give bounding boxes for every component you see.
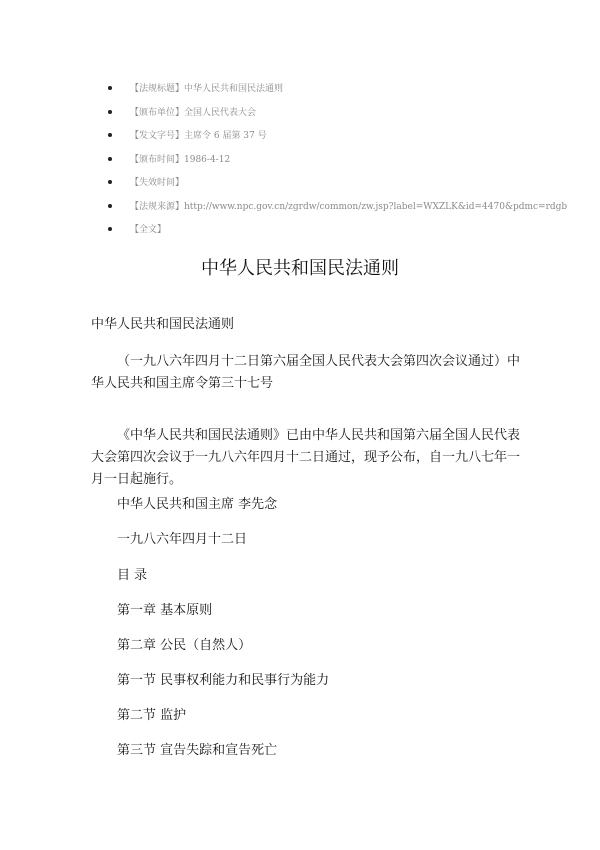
metadata-text: 【颁布单位】全国人民代表大会 <box>130 107 257 118</box>
toc-item: 第一节 民事权利能力和民事行为能力 <box>117 673 330 688</box>
toc-item: 第二章 公民（自然人） <box>117 638 252 653</box>
toc-item: 第三节 宣告失踪和宣告死亡 <box>117 743 278 758</box>
bullet-icon <box>108 157 112 161</box>
metadata-text: 【法规来源】http://www.npc.gov.cn/zgrdw/common/zw.jsp?label=WXZLK&id=4470&pdmc=rdgb <box>130 201 568 212</box>
law-name: 中华人民共和国民法通则 <box>91 317 235 332</box>
document-title: 中华人民共和国民法通则 <box>201 258 399 279</box>
metadata-text: 【发文字号】主席令 6 届第 37 号 <box>130 131 267 141</box>
toc-item: 第二节 监护 <box>117 708 187 723</box>
bullet-icon <box>108 86 112 90</box>
promulgation-paragraph: 《中华人民共和国民法通则》已由中华人民共和国第六届全国人民代表大会第四次会议于一九八六年四月十二日通过，现予公布，自一九八七年一月一日起施行。 <box>91 428 521 487</box>
promulgation-date: 一九八六年四月十二日 <box>117 532 248 547</box>
metadata-text: 【失效时间】 <box>130 178 185 188</box>
metadata-text: 【法规标题】中华人民共和国民法通则 <box>130 84 284 94</box>
bullet-icon <box>108 133 112 137</box>
signatory: 中华人民共和国主席 李先念 <box>117 497 278 512</box>
toc-heading: 目 录 <box>117 568 148 583</box>
metadata-text: 【颁布时间】1986-4-12 <box>130 154 231 165</box>
bullet-icon <box>108 204 112 208</box>
bullet-icon <box>108 110 112 114</box>
metadata-text: 【全文】 <box>130 225 167 235</box>
adoption-note: （一九八六年四月十二日第六届全国人民代表大会第四次会议通过）中华人民共和国主席令第三十七号 <box>91 354 521 391</box>
bullet-icon <box>108 227 112 231</box>
bullet-icon <box>108 180 112 184</box>
toc-item: 第一章 基本原则 <box>117 603 213 618</box>
